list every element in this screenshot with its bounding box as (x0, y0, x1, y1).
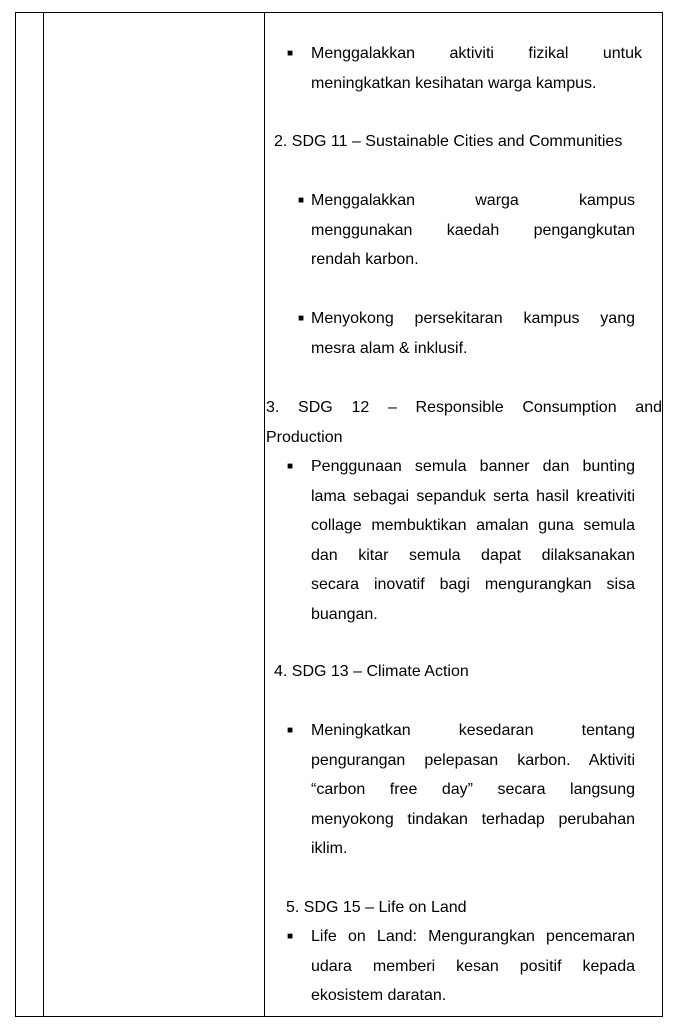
section-heading-sdg15: 5. SDG 15 – Life on Land (286, 899, 467, 916)
bullet-line: Penggunaan semula banner dan bunting (311, 458, 635, 475)
bullet-line: pengurangan pelepasan karbon. Aktiviti (311, 751, 635, 769)
bullet-line: rendah karbon. (311, 251, 419, 268)
bullet-line: Menggalakkan aktiviti fizikal untuk (311, 45, 642, 62)
bullet-line: menggunakan kaedah pengangkutan (311, 221, 635, 239)
table-right-border (662, 12, 663, 1017)
bullet-line: collage membuktikan amalan guna semula (311, 517, 635, 534)
bullet-line: udara memberi kesan positif kepada (311, 957, 635, 975)
bullet-line: menyokong tindakan terhadap perubahan (311, 810, 635, 828)
bullet-line: Menggalakkan warga kampus (311, 192, 635, 209)
section-heading-sdg12: 3. SDG 12 – Responsible Consumption and (266, 399, 662, 416)
section-heading-sdg12-cont: Production (266, 428, 343, 446)
table-bottom-border (15, 1016, 663, 1017)
bullet-line: buangan. (311, 605, 378, 623)
bullet-marker: ■ (298, 313, 305, 324)
bullet-line: Meningkatkan kesedaran tentang (311, 722, 635, 739)
bullet-marker: ■ (298, 195, 305, 206)
table-top-border (15, 12, 663, 13)
table-left-border (15, 12, 16, 1017)
bullet-line: mesra alam & inklusif. (311, 339, 468, 357)
bullet-marker: ■ (287, 48, 294, 59)
bullet-marker: ■ (287, 461, 294, 472)
bullet-marker: ■ (287, 931, 294, 942)
bullet-line: secara inovatif bagi mengurangkan sisa (311, 576, 635, 593)
column-divider-1 (43, 12, 44, 1017)
bullet-line: meningkatkan kesihatan warga kampus. (311, 74, 597, 92)
bullet-line: ekosistem daratan. (311, 987, 447, 1004)
column-divider-2 (264, 12, 265, 1017)
bullet-line: Life on Land: Mengurangkan pencemaran (311, 928, 635, 945)
bullet-line: Menyokong persekitaran kampus yang (311, 310, 635, 327)
section-heading-sdg11: 2. SDG 11 – Sustainable Cities and Communities (274, 133, 623, 150)
section-heading-sdg13: 4. SDG 13 – Climate Action (274, 663, 469, 680)
bullet-line: “carbon free day” secara langsung (311, 781, 635, 798)
bullet-line: dan kitar semula dapat dilaksanakan (311, 546, 635, 564)
bullet-marker: ■ (287, 725, 294, 736)
bullet-line: lama sebagai sepanduk serta hasil kreativiti (311, 487, 635, 505)
bullet-line: iklim. (311, 840, 348, 857)
